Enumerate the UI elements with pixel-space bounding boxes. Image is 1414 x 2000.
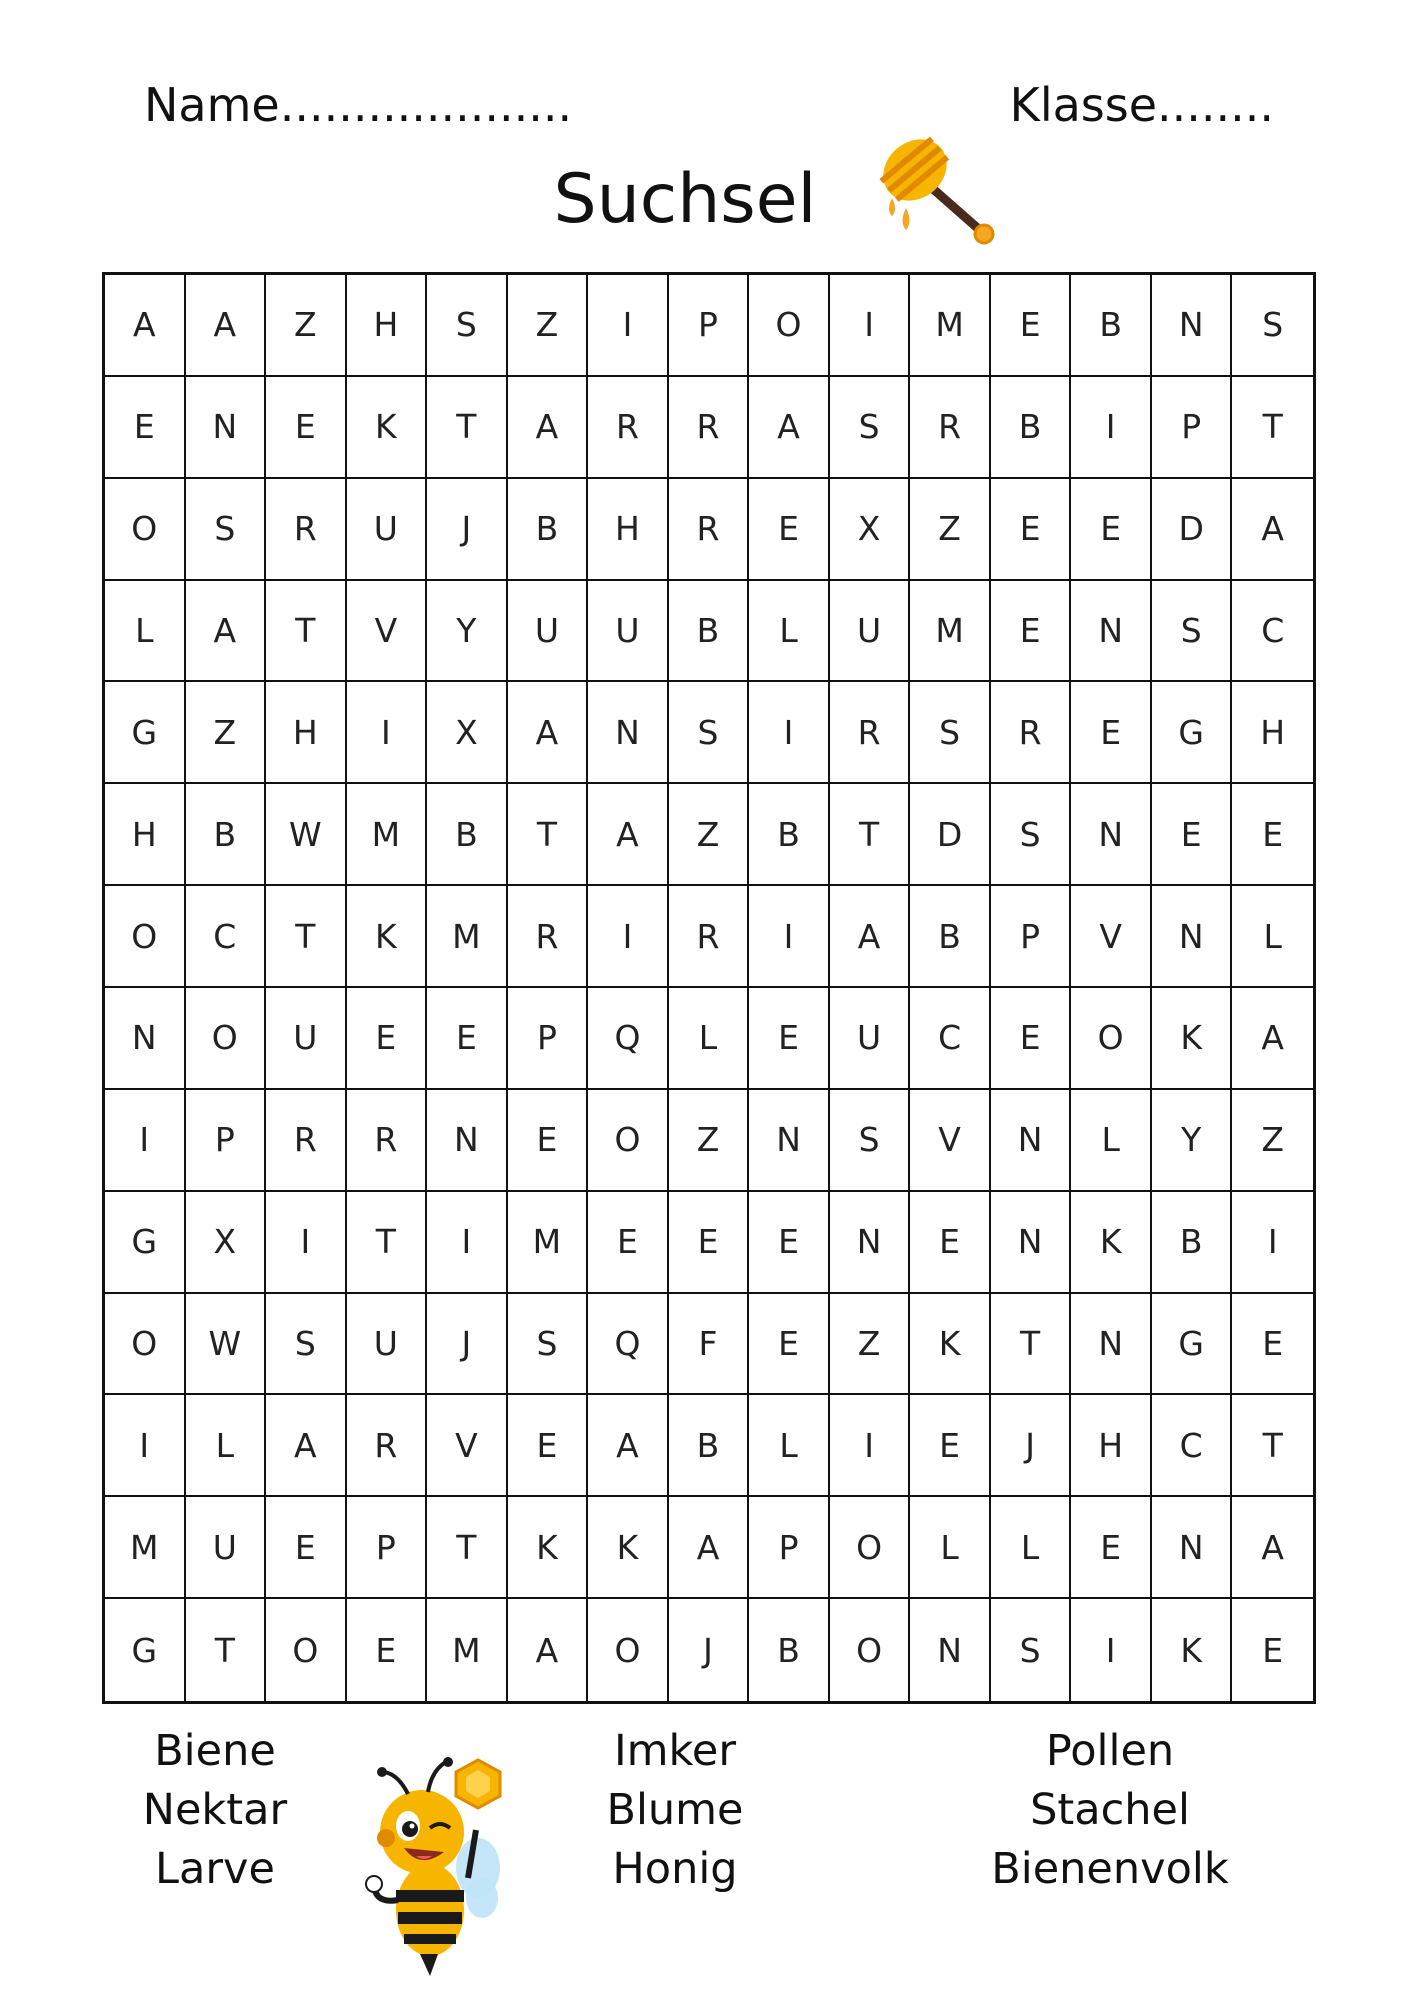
grid-cell: P: [347, 1497, 428, 1599]
grid-cell: S: [910, 682, 991, 784]
grid-cell: A: [186, 581, 267, 683]
grid-cell: A: [1232, 1497, 1313, 1599]
grid-cell: P: [669, 275, 750, 377]
word-list-col-1: [110, 1722, 320, 1899]
grid-cell: N: [427, 1090, 508, 1192]
grid-cell: K: [910, 1294, 991, 1396]
grid-cell: B: [991, 377, 1072, 479]
grid-cell: K: [1071, 1192, 1152, 1294]
grid-cell: N: [588, 682, 669, 784]
grid-cell: U: [347, 479, 428, 581]
grid-cell: I: [347, 682, 428, 784]
grid-cell: B: [1152, 1192, 1233, 1294]
grid-cell: I: [588, 275, 669, 377]
grid-cell: S: [186, 479, 267, 581]
grid-cell: M: [427, 1599, 508, 1701]
grid-cell: R: [347, 1395, 428, 1497]
grid-cell: E: [266, 1497, 347, 1599]
grid-cell: N: [1071, 581, 1152, 683]
grid-cell: L: [1232, 886, 1313, 988]
grid-cell: O: [105, 1294, 186, 1396]
grid-cell: S: [669, 682, 750, 784]
grid-cell: I: [830, 1395, 911, 1497]
grid-cell: O: [830, 1599, 911, 1701]
grid-cell: E: [1262, 1630, 1284, 1670]
grid-cell: D: [1152, 479, 1233, 581]
grid-cell: T: [1232, 377, 1313, 479]
grid-cell: O: [186, 988, 267, 1090]
grid-cell: H: [266, 682, 347, 784]
grid-cell: I: [105, 1090, 186, 1192]
grid-cell: V: [347, 581, 428, 683]
grid-cell: A: [1232, 988, 1313, 1090]
grid-cell: B: [669, 1395, 750, 1497]
grid-cell: R: [508, 886, 589, 988]
grid-cell: O: [266, 1599, 347, 1701]
grid-cell: E: [105, 377, 186, 479]
word-item: Stachel: [1030, 1785, 1190, 1835]
grid-cell: H: [1232, 682, 1313, 784]
name-field: Name....................: [144, 78, 573, 132]
grid-cell: M: [508, 1192, 589, 1294]
class-field: Klasse........: [1009, 78, 1274, 132]
grid-cell: N: [991, 1090, 1072, 1192]
grid-cell: B: [669, 581, 750, 683]
grid-cell: L: [669, 988, 750, 1090]
grid-cell: R: [266, 1090, 347, 1192]
grid-cell: Z: [266, 275, 347, 377]
grid-cell: S: [508, 1294, 589, 1396]
grid-cell: G: [105, 1192, 186, 1294]
grid-cell: Z: [1232, 1090, 1313, 1192]
grid-cell: R: [830, 682, 911, 784]
grid-cell: J: [427, 479, 508, 581]
word-item: Imker: [613, 1726, 737, 1776]
grid-cell: Q: [588, 1294, 669, 1396]
grid-cell: K: [1152, 988, 1233, 1090]
grid-cell: A: [508, 1599, 589, 1701]
grid-cell: B: [749, 1599, 830, 1701]
grid-cell: N: [910, 1599, 991, 1701]
grid-cell: E: [1071, 1497, 1152, 1599]
grid-cell: B: [1071, 275, 1152, 377]
grid-cell: E: [1071, 479, 1152, 581]
grid-cell: M: [427, 886, 508, 988]
grid-cell: T: [347, 1192, 428, 1294]
grid-cell: E: [910, 1395, 991, 1497]
grid-cell: K: [508, 1497, 589, 1599]
grid-cell: X: [427, 682, 508, 784]
grid-cell: U: [186, 1497, 267, 1599]
grid-cell: I: [1232, 1192, 1313, 1294]
grid-cell: X: [830, 479, 911, 581]
grid-cell: O: [830, 1497, 911, 1599]
grid-cell: S: [266, 1294, 347, 1396]
grid-cell: U: [347, 1294, 428, 1396]
grid-cell: T: [427, 1497, 508, 1599]
grid-cell: T: [991, 1294, 1072, 1396]
grid-cell: C: [1232, 581, 1313, 683]
grid-cell: A: [266, 1395, 347, 1497]
grid-cell: Z: [830, 1294, 911, 1396]
grid-cell: B: [910, 886, 991, 988]
grid-cell: R: [669, 479, 750, 581]
grid-cell: J: [427, 1294, 508, 1396]
grid-cell: N: [186, 377, 267, 479]
grid-cell: N: [991, 1192, 1072, 1294]
grid-cell: A: [669, 1497, 750, 1599]
grid-cell: P: [186, 1090, 267, 1192]
grid-cell: N: [1071, 1294, 1152, 1396]
grid-cell: S: [830, 377, 911, 479]
grid-cell: B: [186, 784, 267, 886]
grid-cell: E: [508, 1090, 589, 1192]
grid-cell: J: [991, 1395, 1072, 1497]
grid-cell: S: [1232, 275, 1313, 377]
word-item: Pollen: [1045, 1726, 1175, 1776]
grid-cell: N: [1152, 1497, 1233, 1599]
grid-cell: E: [991, 581, 1072, 683]
grid-cell: L: [910, 1497, 991, 1599]
grid-cell: S: [991, 1599, 1072, 1701]
grid-cell: O: [588, 1599, 669, 1701]
grid-cell: K: [347, 886, 428, 988]
word-item: Biene: [154, 1726, 276, 1776]
grid-cell: E: [508, 1395, 589, 1497]
grid-cell: L: [186, 1395, 267, 1497]
grid-cell: R: [669, 886, 750, 988]
grid-cell: O: [588, 1090, 669, 1192]
grid-cell: Z: [186, 682, 267, 784]
grid-cell: K: [588, 1497, 669, 1599]
word-item: Honig: [612, 1844, 738, 1894]
grid-cell: A: [588, 1395, 669, 1497]
grid-cell: S: [1152, 581, 1233, 683]
grid-cell: O: [749, 275, 830, 377]
grid-cell: E: [749, 988, 830, 1090]
grid-cell: B: [749, 784, 830, 886]
grid-cell: A: [588, 784, 669, 886]
grid-cell: N: [749, 1090, 830, 1192]
grid-cell: U: [830, 581, 911, 683]
grid-cell: E: [749, 479, 830, 581]
grid-cell: O: [1071, 988, 1152, 1090]
grid-cell: L: [991, 1497, 1072, 1599]
word-item: Nektar: [142, 1785, 288, 1835]
grid-cell: K: [347, 377, 428, 479]
grid-cell: E: [1232, 784, 1313, 886]
grid-cell: L: [749, 581, 830, 683]
word-item: Larve: [155, 1844, 275, 1894]
grid-cell: U: [830, 988, 911, 1090]
grid-cell: U: [266, 988, 347, 1090]
grid-cell: Y: [427, 581, 508, 683]
grid-cell: E: [669, 1192, 750, 1294]
grid-cell: E: [991, 275, 1072, 377]
grid-cell: E: [1071, 682, 1152, 784]
grid-cell: E: [910, 1192, 991, 1294]
grid-cell: C: [910, 988, 991, 1090]
grid-cell: V: [427, 1395, 508, 1497]
grid-cell: R: [669, 377, 750, 479]
page-title: Suchsel: [553, 160, 817, 239]
grid-cell: A: [186, 275, 267, 377]
grid-cell: V: [1071, 886, 1152, 988]
grid-cell: H: [105, 784, 186, 886]
grid-cell: B: [427, 784, 508, 886]
grid-cell: G: [1152, 1294, 1233, 1396]
grid-cell: C: [186, 886, 267, 988]
letter-grid: [102, 272, 1316, 1704]
grid-cell: T: [266, 581, 347, 683]
grid-cell: H: [588, 479, 669, 581]
grid-cell: I: [266, 1192, 347, 1294]
grid-cell: T: [186, 1599, 267, 1701]
grid-cell: X: [186, 1192, 267, 1294]
grid-cell: Z: [910, 479, 991, 581]
grid-cell: E: [1232, 1294, 1313, 1396]
grid-cell: Z: [508, 275, 589, 377]
grid-cell: S: [830, 1090, 911, 1192]
grid-cell: I: [830, 275, 911, 377]
word-item: Blume: [606, 1785, 744, 1835]
grid-cell: R: [347, 1090, 428, 1192]
grid-cell: J: [669, 1599, 750, 1701]
grid-cell: N: [1071, 784, 1152, 886]
grid-cell: G: [105, 682, 186, 784]
word-list-col-3: [980, 1722, 1240, 1899]
grid-cell: W: [186, 1294, 267, 1396]
grid-cell: A: [1232, 479, 1313, 581]
grid-cell: I: [749, 682, 830, 784]
grid-cell: P: [1152, 377, 1233, 479]
grid-cell: E: [991, 479, 1072, 581]
grid-cell: T: [508, 784, 589, 886]
grid-cell: E: [749, 1192, 830, 1294]
grid-cell: R: [266, 479, 347, 581]
grid-cell: T: [266, 886, 347, 988]
grid-cell: P: [749, 1497, 830, 1599]
grid-cell: L: [1071, 1090, 1152, 1192]
grid-cell: H: [1071, 1395, 1152, 1497]
grid-cell: N: [1152, 275, 1233, 377]
grid-cell: Z: [669, 784, 750, 886]
grid-cell: I: [1071, 377, 1152, 479]
grid-cell: H: [347, 275, 428, 377]
grid-cell: C: [1152, 1395, 1233, 1497]
grid-cell: O: [105, 886, 186, 988]
grid-cell: B: [508, 479, 589, 581]
grid-cell: E: [991, 988, 1072, 1090]
grid-cell: N: [830, 1192, 911, 1294]
honey-dipper-icon: [870, 130, 1000, 255]
grid-cell: I: [427, 1192, 508, 1294]
grid-cell: Q: [588, 988, 669, 1090]
grid-cell: S: [991, 784, 1072, 886]
grid-cell: I: [588, 886, 669, 988]
grid-cell: U: [508, 581, 589, 683]
grid-cell: T: [427, 377, 508, 479]
grid-cell: V: [910, 1090, 991, 1192]
grid-cell: N: [1152, 886, 1233, 988]
grid-cell: D: [910, 784, 991, 886]
grid-cell: E: [347, 1599, 428, 1701]
grid-cell: A: [749, 377, 830, 479]
grid-cell: I: [105, 1395, 186, 1497]
grid-cell: N: [105, 988, 186, 1090]
grid-cell: E: [588, 1192, 669, 1294]
grid-cell: A: [508, 377, 589, 479]
grid-cell: E: [266, 377, 347, 479]
word-list-col-2: [570, 1722, 780, 1899]
grid-cell: K: [1152, 1599, 1233, 1701]
bee-mascot-icon: [360, 1750, 520, 1980]
grid-cell: M: [347, 784, 428, 886]
grid-cell: T: [830, 784, 911, 886]
grid-cell: R: [588, 377, 669, 479]
grid-cell: E: [347, 988, 428, 1090]
grid-cell: Z: [669, 1090, 750, 1192]
grid-cell: F: [669, 1294, 750, 1396]
grid-cell: E: [427, 988, 508, 1090]
grid-cell: A: [830, 886, 911, 988]
grid-cell: E: [1152, 784, 1233, 886]
grid-cell: P: [508, 988, 589, 1090]
grid-cell: S: [427, 275, 508, 377]
grid-cell: U: [588, 581, 669, 683]
grid-cell: R: [910, 377, 991, 479]
grid-cell: L: [749, 1395, 830, 1497]
grid-cell: A: [105, 275, 186, 377]
grid-cell: O: [105, 479, 186, 581]
grid-cell: I: [1071, 1599, 1152, 1701]
word-item: Bienenvolk: [991, 1844, 1229, 1894]
grid-cell: T: [1232, 1395, 1313, 1497]
grid-cell: R: [991, 682, 1072, 784]
grid-cell: M: [910, 581, 991, 683]
grid-cell: E: [749, 1294, 830, 1396]
grid-cell: M: [105, 1497, 186, 1599]
grid-cell: Y: [1152, 1090, 1233, 1192]
grid-cell: G: [1152, 682, 1233, 784]
grid-cell: A: [508, 682, 589, 784]
grid-cell: P: [991, 886, 1072, 988]
grid-cell: G: [105, 1599, 186, 1701]
grid-cell: L: [105, 581, 186, 683]
grid-cell: I: [749, 886, 830, 988]
grid-cell: M: [910, 275, 991, 377]
grid-cell: W: [266, 784, 347, 886]
